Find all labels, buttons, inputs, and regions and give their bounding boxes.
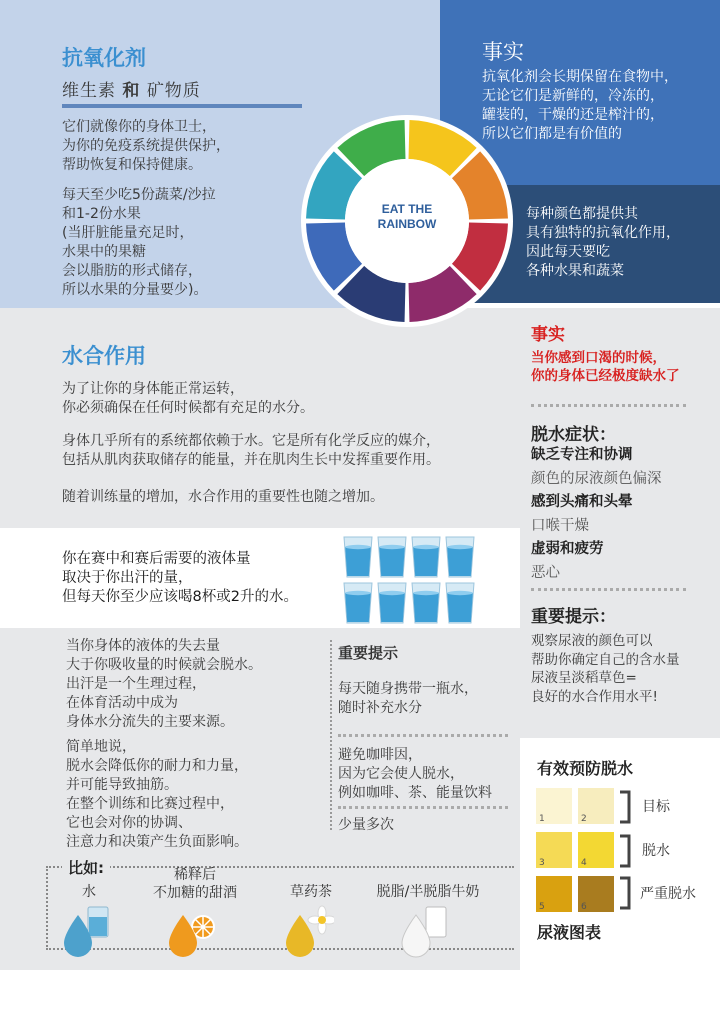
text-line: 在体育活动中成为	[66, 695, 178, 711]
tip-carry-water	[338, 680, 518, 718]
text-line: 具有独特的抗氧化作用，	[526, 225, 680, 241]
text-line: 它们就像你的身体卫士，	[62, 119, 216, 135]
text-line: 帮助你确定自己的含水量	[531, 651, 680, 668]
color-fact-text	[526, 205, 718, 281]
subtitle-and: 和	[122, 81, 141, 101]
text-line: 简单地说，	[66, 739, 136, 755]
symptoms-list	[531, 444, 716, 585]
swatch-number: 3	[539, 858, 545, 868]
text-line: 帮助恢复和保持健康。	[62, 157, 202, 173]
glass-icon	[412, 583, 440, 623]
text-line: 当你感到口渴的时候，	[531, 350, 666, 366]
swatch-number: 1	[539, 814, 545, 824]
text-line: 例如咖啡、茶、能量饮料	[338, 785, 492, 801]
tips-title: 重要提示	[338, 644, 399, 662]
text-line: 脱水会降低你的耐力和力量，	[66, 758, 248, 774]
hydration-para3	[62, 488, 512, 507]
tip-right-text	[531, 632, 719, 706]
bottom-margin	[0, 970, 720, 1021]
text-line: 抗氧化剂会长期保留在食物中，	[482, 69, 678, 85]
label-severe: 严重脱水	[640, 886, 696, 902]
text-line: 出汗是一个生理过程，	[66, 676, 206, 692]
hydration-para1	[62, 380, 512, 418]
subtitle-vitamins: 维生素	[62, 81, 116, 101]
squash-icon	[165, 903, 217, 961]
text-line: 所以它们都是有价值的	[482, 126, 622, 142]
hydration-title: 水合作用	[62, 344, 146, 368]
example-label-milk: 脱脂/半脱脂牛奶	[376, 884, 480, 900]
antioxidants-para1	[62, 118, 312, 175]
symptoms-title: 脱水症状：	[531, 425, 616, 445]
bracket-target	[620, 792, 629, 822]
symptom-item: 恶心	[531, 564, 560, 581]
tip-avoid-caffeine	[338, 746, 520, 803]
text-line: 取决于你出汗的量，	[62, 570, 193, 586]
text-line: 你在赛中和赛后需要的液体量	[62, 551, 251, 567]
glass-icon	[344, 537, 372, 577]
text-line: 身体几乎所有的系统都依赖于水。它是所有化学反应的媒介，	[62, 433, 440, 449]
example-label-herbal-tea: 草药茶	[290, 884, 332, 900]
fluid-need-text	[62, 550, 342, 607]
swatch-number: 4	[581, 858, 587, 868]
text-line: 各种水果和蔬菜	[526, 263, 624, 279]
urine-chart-title: 有效预防脱水	[537, 759, 634, 778]
glass-icon	[446, 537, 474, 577]
example-label-squash: 稀释后 不加糖的甜酒	[153, 867, 237, 901]
text-line: 你的身体已经极度缺水了	[531, 368, 680, 384]
text-line: 每种颜色都提供其	[526, 206, 638, 222]
symptom-item: 虚弱和疲劳	[531, 541, 604, 557]
urine-color-chart	[534, 786, 714, 916]
rainbow-wheel	[301, 115, 513, 327]
bracket-severe	[620, 878, 629, 908]
example-label-water: 水	[82, 884, 96, 900]
text-line: 在整个训练和比赛过程中，	[66, 796, 234, 812]
glass-icon	[344, 583, 372, 623]
text-line: 大于你吸收量的时候就会脱水。	[66, 657, 262, 673]
subtitle-minerals: 矿物质	[146, 81, 201, 101]
text-line: 尿液呈淡稻草色=	[531, 670, 637, 686]
milk-icon	[398, 903, 450, 961]
antioxidants-para2	[62, 186, 312, 300]
symptom-item: 颜色的尿液颜色偏深	[531, 470, 662, 487]
tips-separator	[338, 734, 508, 737]
text-line: 随时补充水分	[338, 700, 422, 716]
glass-icon	[412, 537, 440, 577]
subtitle-underline	[62, 104, 302, 108]
text-line: 良好的水合作用水平!	[531, 688, 658, 705]
text-line: 你必须确保在任何时候都有充足的水分。	[62, 400, 314, 416]
symptom-item: 感到头痛和头晕	[531, 494, 633, 510]
fact-thirst-text	[531, 349, 719, 385]
text-line: 所以水果的分量要少)。	[62, 282, 208, 298]
dehydration-para2	[66, 738, 326, 852]
swatch-number: 5	[539, 902, 545, 912]
section-separator	[531, 588, 686, 591]
text-line: 少量多次	[338, 817, 394, 833]
water-glasses	[340, 533, 480, 625]
text-line: 罐装的，干燥的还是榨汁的，	[482, 107, 664, 123]
symptom-item: 缺乏专注和协调	[531, 447, 633, 463]
text-line: 包括从肌肉获取储存的能量，并在肌肉生长中发挥重要作用。	[62, 452, 440, 468]
text-line: 当你身体的液体的失去量	[66, 638, 220, 654]
text-line: 每天至少吃5份蔬菜/沙拉	[62, 187, 216, 203]
tips-divider	[330, 640, 332, 830]
text-line: 和1-2份水果	[62, 206, 141, 222]
text-line: (当肝脏能量充足时，	[62, 225, 194, 241]
text-line: 会以脂肪的形式储存，	[62, 263, 202, 279]
antioxidants-title: 抗氧化剂	[62, 46, 146, 70]
tips-separator	[338, 806, 508, 809]
glass-icon	[378, 583, 406, 623]
glass-icon	[378, 537, 406, 577]
tip-little-often	[338, 816, 518, 835]
glass-icon	[446, 583, 474, 623]
herbal-tea-icon	[282, 903, 334, 961]
text-line: 无论它们是新鲜的，冷冻的，	[482, 88, 664, 104]
text-line: 身体水分流失的主要来源。	[66, 714, 234, 730]
text-line: 避免咖啡因，	[338, 747, 422, 763]
swatch-number: 6	[581, 902, 587, 912]
tip-right-title: 重要提示：	[531, 607, 616, 627]
dehydration-para1	[66, 637, 326, 732]
text-line: 水果中的果糖	[62, 244, 146, 260]
text-line: 它也会对你的协调、	[66, 815, 192, 831]
rainbow-label-line2: RAINBOW	[377, 217, 437, 231]
label-target: 目标	[642, 799, 670, 815]
text-line: 因此每天要吃	[526, 244, 610, 260]
examples-title: 比如:	[62, 857, 110, 878]
text-line: 因为它会使人脱水，	[338, 766, 464, 782]
water-icon	[60, 903, 112, 961]
text-line: 为你的免疫系统提供保护，	[62, 138, 230, 154]
urine-chart-caption: 尿液图表	[537, 923, 602, 942]
text-line: 但每天你至少应该喝8杯或2升的水。	[62, 589, 298, 605]
hydration-para2	[62, 432, 517, 470]
swatch-number: 2	[581, 814, 587, 824]
fact-thirst-title: 事实	[531, 325, 565, 345]
text-line: 观察尿液的颜色可以	[531, 633, 653, 649]
text-line: 随着训练量的增加，水合作用的重要性也随之增加。	[62, 489, 384, 505]
text-line: 注意力和决策产生负面影响。	[66, 834, 248, 850]
antioxidants-subtitle	[62, 76, 201, 101]
fact-text	[482, 68, 718, 144]
text-line: 每天随身携带一瓶水，	[338, 681, 478, 697]
rainbow-label-line1: EAT THE	[381, 202, 433, 216]
fact-title: 事实	[482, 40, 524, 64]
section-separator	[531, 404, 686, 407]
label-dehydrated: 脱水	[642, 843, 670, 859]
text-line: 并可能导致抽筋。	[66, 777, 178, 793]
symptom-item: 口喉干燥	[531, 517, 589, 534]
text-line: 为了让你的身体能正常运转，	[62, 381, 244, 397]
bracket-dehydrated	[620, 836, 629, 866]
